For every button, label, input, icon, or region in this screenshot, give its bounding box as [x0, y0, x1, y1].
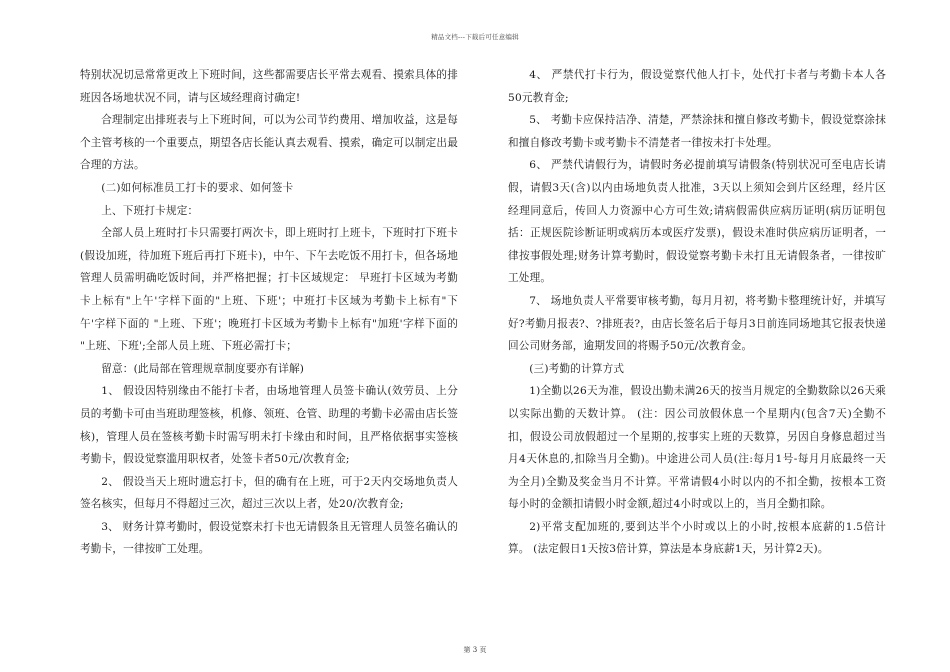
left-column: [80, 64, 458, 561]
rule-item: 2、 假设当天上班时遗忘打卡，但的确有在上班，可于2天内交场地负责人签名核实，但每月不得超过三次，超过三次以上者，处20/次教育金;: [80, 475, 458, 511]
paragraph: 合理制定出排班表与上下班时间，可以为公司节约费用、增加收益，这是每个主管考核的一个重要点，期望各店长能认真去观看、摸索，确定可以制定出最合理的方法。: [80, 114, 458, 172]
rule-item: 1、 假设因特别缘由不能打卡者，由场地管理人员签卡确认(效劳员、上分员的考勤卡可由当班助理签核，机修、领班、仓管、助理的考勤卡必需由店长签核)，管理人员在签核考勤卡时需写明未打卡缘由和时间，且严格依据事实签核考勤卡，假设觉察滥用职权者，处签卡者50元/次教育金;: [80, 385, 458, 466]
subheading: 上、下班打卡规定：: [101, 204, 199, 217]
section-heading: (三)考勤的计算方式: [529, 362, 625, 375]
rule-item: 5、 考勤卡应保持洁净、清楚，严禁涂抹和擅自修改考勤卡，假设觉察涂抹和擅自修改考勤卡或考勤卡不清楚者一律按未打卡处理。: [508, 114, 886, 149]
paragraph: 全部人员上班时打卡只需要打两次卡，即上班时打上班卡，下班时打下班卡(假设加班，待加班下班后再打下班卡)，中午、下午去吃饭不用打卡，但各场地管理人员需明确吃饭时间，并严格把握；打卡区域规定： 早班打卡区域为考勤卡上标有"上午'字样下面的"上班、下班'；中班打卡区域为考勤卡上标有"下午'字样下面的 "上班、下班'；晚班打卡区域为考勤卡上标有"加班'字样下面的 "上班、下班';全部人员上班、下班必需打卡；: [80, 227, 458, 353]
rule-item: 6、 严禁代请假行为，请假时务必提前填写请假条(特别状况可至电店长请假，请假3天(含)以内由场地负责人批准，3天以上须知会到片区经理，经片区经理同意后，传回人力资源中心方可生效;请病假需供应病历证明(病历证明包括：正规医院诊断证明或病历本或医疗发票)，假设未准时供应病历证明者，一律按事假处理;财务计算考勤时，假设觉察考勤卡未打且无请假条者，一律按旷工处理。: [508, 159, 886, 285]
paragraph: 特别状况切忌常常更改上下班时间，这些都需要店长平常去观看、摸索具体的排班因各场地状况不同，请与区域经理商讨确定!: [80, 69, 458, 104]
page-header: 精品文档---下载后可任意编辑: [431, 33, 519, 41]
rule-item: 7、 场地负责人平常要审核考勤，每月月初，将考勤卡整理统计好，并填写好?考勤月报表?、?排班表?，由店长签名后于每月3日前连同场地其它报表快递回公司财务部，逾期发回的将赐予50元/次教育金。: [508, 294, 886, 353]
note-heading: 留意：(此局部在管理规章制度要亦有详解): [101, 362, 305, 375]
section-heading: (二)如何标准员工打卡的要求、如何签卡: [101, 181, 294, 194]
rule-item: 4、 严禁代打卡行为，假设觉察代他人打卡，处代打卡者与考勤卡本人各50元教育金;: [508, 69, 886, 104]
paragraph: 1)全勤以26天为准，假设出勤未满26天的按当月规定的全勤数除以26天乘以实际出勤的天数计算。 (注：因公司放假休息一个星期内(包含7天)全勤不扣，假设公司放假超过一个星期的,按事实上班的天数算，另因自身修息超过当月4天休息的,扣除当月全勤)。中途进公司人员(注:每月1号-每月月底最终一天为全月)全勤及奖金当月不计算。平常请假4小时以内的不扣全勤，按根本工资每小时的金额扣请假小时金额,超过4小时或以上的，当月全勤扣除。: [508, 385, 886, 511]
right-column: [508, 64, 886, 561]
rule-item: 3、 财务计算考勤时，假设觉察未打卡也无请假条且无管理人员签名确认的考勤卡，一律按旷工处理。: [80, 520, 458, 556]
page-number: 第 3 页: [463, 646, 487, 654]
paragraph: 2)平常支配加班的,要到达半个小时或以上的小时,按根本底薪的1.5倍计算。 (法定假日1天按3倍计算，算法是本身底薪1天，另计算2天)。: [508, 520, 886, 556]
